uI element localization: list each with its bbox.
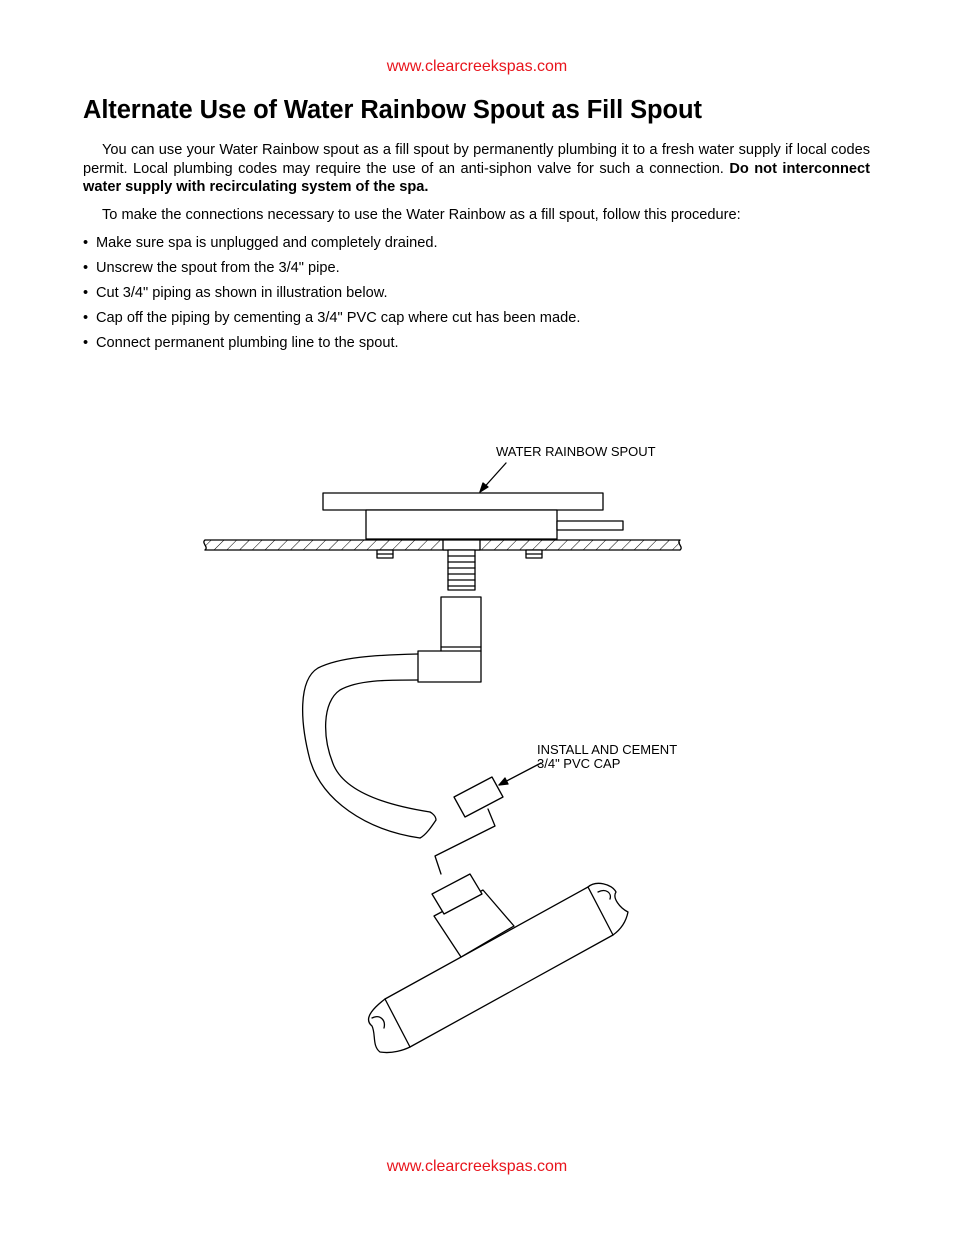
pipe-segment xyxy=(441,597,481,647)
list-item: • Make sure spa is unplugged and completely drained. xyxy=(83,235,438,251)
bullet-icon: • xyxy=(83,260,89,276)
label-install-cement: INSTALL AND CEMENT xyxy=(537,742,678,757)
bullet-icon: • xyxy=(83,335,89,351)
bullet-icon: • xyxy=(83,235,89,251)
list-item: • Cap off the piping by cementing a 3/4" PVC cap where cut has been made. xyxy=(83,310,581,326)
bullet-icon: • xyxy=(83,285,89,301)
intro-warning: Do not interconnect water supply with recirculating system of the spa. xyxy=(83,160,870,195)
cap-leader-line xyxy=(435,809,495,874)
spout-body xyxy=(366,510,557,539)
list-item: • Connect permanent plumbing line to the spout. xyxy=(83,335,399,351)
list-item: • Cut 3/4" piping as shown in illustration below. xyxy=(83,285,388,301)
tee-fitting xyxy=(369,874,628,1053)
page-title: Alternate Use of Water Rainbow Spout as Fill Spout xyxy=(83,96,702,124)
spout-pipe-fitting xyxy=(443,540,480,550)
spout-lip xyxy=(557,521,623,530)
label-water-rainbow-spout: WATER RAINBOW SPOUT xyxy=(496,444,656,459)
elbow-fitting xyxy=(418,651,481,682)
pvc-cap xyxy=(454,777,503,817)
spout-plate xyxy=(323,493,603,510)
list-item: • Unscrew the spout from the 3/4" pipe. xyxy=(83,260,340,276)
header-url[interactable]: www.clearcreekspas.com xyxy=(386,58,568,75)
flex-hose xyxy=(303,654,436,838)
label-pvc-cap: 3/4" PVC CAP xyxy=(537,756,621,771)
footer-url[interactable]: www.clearcreekspas.com xyxy=(386,1158,568,1175)
arrow-icon xyxy=(480,463,506,492)
arrow-icon xyxy=(499,763,541,785)
bullet-icon: • xyxy=(83,310,89,326)
procedure-intro: To make the connections necessary to use the Water Rainbow as a fill spout, follow this procedure: xyxy=(102,207,741,223)
intro-text: You can use your Water Rainbow spout as a fill spout by permanently plumbing it to a fresh water supply if local codes permit. Local plumbing codes may require the use of an anti-siphon valve for such a connection. xyxy=(83,142,870,177)
